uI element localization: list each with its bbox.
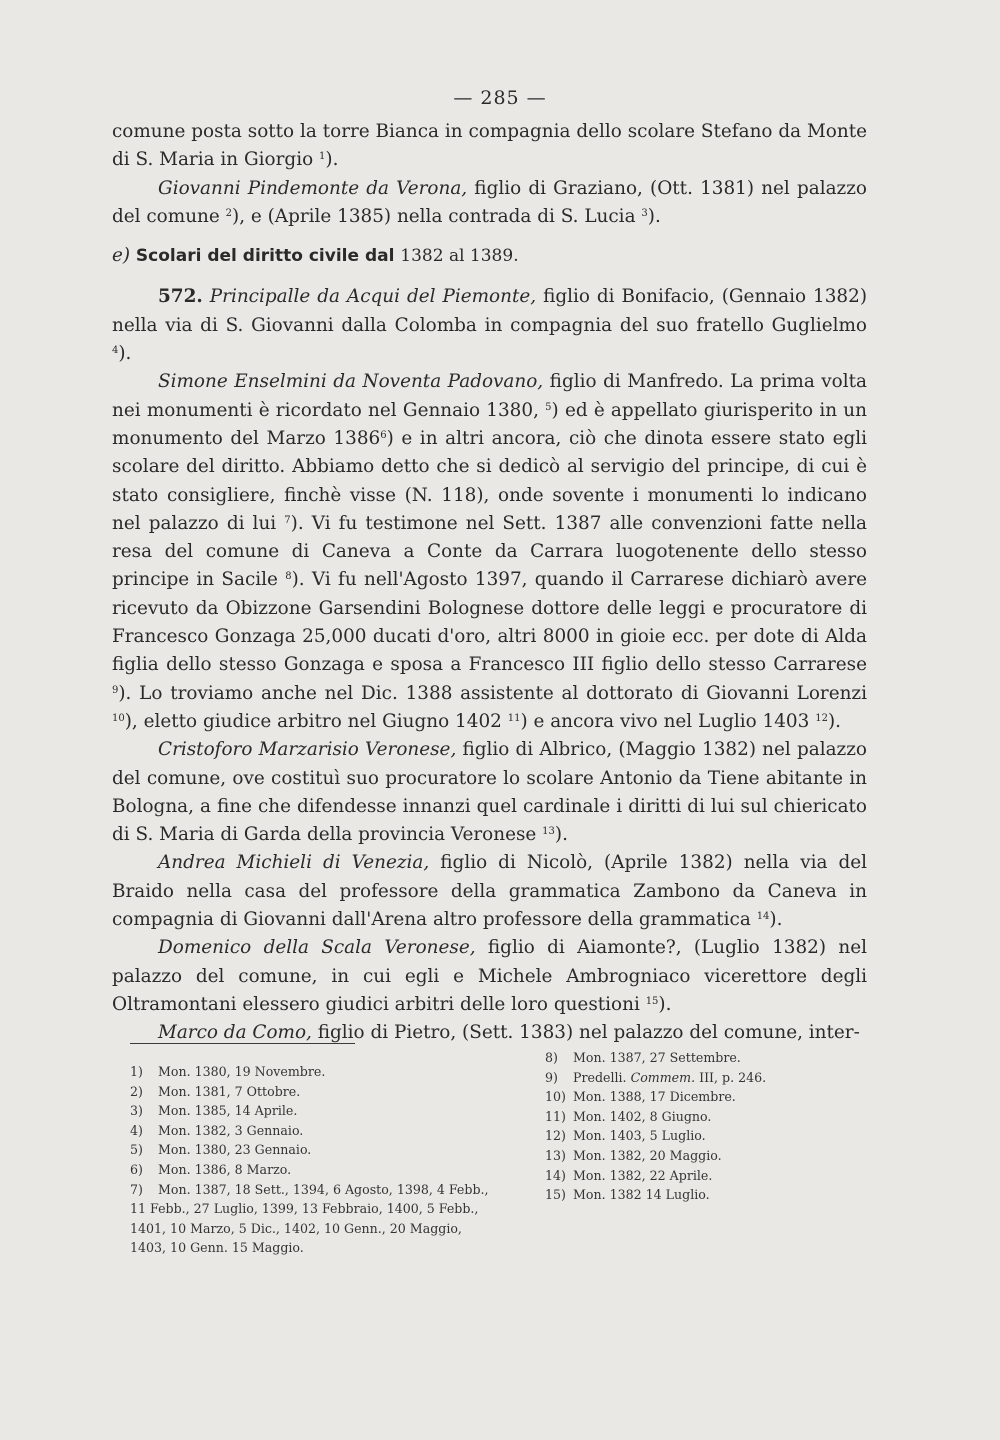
- footnotes-left: [130, 1062, 495, 1258]
- footnote: 5) Mon. 1380, 23 Gennaio.: [130, 1142, 312, 1158]
- person-name: Domenico della Scala Veronese,: [158, 937, 476, 959]
- paragraph-2: Giovanni Pindemonte da Verona, figlio di Graziano, (Ott. 1381) nel palazzo del comune $^2$), e (Aprile 1385) nella contrada di S. Lucia $^3$).: [112, 177, 867, 227]
- paragraph-7: Domenico della Scala Veronese, figlio di Aiamonte?, (Luglio 1382) nel palazzo del comune, in cui egli e Michele Ambrogniaco vicerettore degli Oltramontani elessero giudici arbitri delle loro questioni $^{15}$).: [112, 937, 867, 1015]
- paragraph-5: Cristoforo Marzarisio Veronese, figlio di Albrico, (Maggio 1382) nel palazzo del comune, ove costituì suo procuratore lo scolare Antonio da Tiene abitante in Bologna, a fine che difendesse innanzi quel cardinale i diritti di lui sul chiericato di S. Maria di Garda della provincia Veronese $^{13}$).: [112, 739, 867, 846]
- footnote: 13) Mon. 1382, 20 Maggio.: [545, 1147, 722, 1163]
- person-name: Giovanni Pindemonte da Verona,: [158, 177, 468, 199]
- footnote: 9) Predelli. Commem. III, p. 246.: [545, 1069, 767, 1085]
- footnote: 4) Mon. 1382, 3 Gennaio.: [130, 1122, 304, 1138]
- paragraph-3: 572. Principalle da Acqui del Piemonte, figlio di Bonifacio, (Gennaio 1382) nella via di S. Giovanni dalla Colomba in compagnia del suo fratello Guglielmo $^4$).: [112, 286, 867, 365]
- footnote: 11) Mon. 1402, 8 Giugno.: [545, 1108, 712, 1124]
- section-heading: e) Scolari del diritto civile dal 1382 al 1389.: [112, 245, 519, 267]
- footnote: 14) Mon. 1382, 22 Aprile.: [545, 1167, 713, 1183]
- entry-number: 572.: [158, 286, 203, 308]
- footnote: 10) Mon. 1388, 17 Dicembre.: [545, 1089, 736, 1105]
- person-name: Principalle da Acqui del Piemonte,: [209, 286, 537, 308]
- body-text: [112, 118, 867, 1048]
- paragraph-4: Simone Enselmini da Noventa Padovano, figlio di Manfredo. La prima volta nei monumenti è ricordato nel Gennaio 1380, $^5$) ed è appellato giurisperito in un monumento del Marzo 1386$^6$) e in altri ancora, ciò che dinota essere stato egli scolare del diritto. Abbiamo detto che si dedicò al servigio del principe, di cui è stato consigliere, finchè visse (N. 118), onde sovente i monumenti lo indicano nel palazzo di lui $^7$). Vi fu testimone nel Sett. 1387 alle convenzioni fatte nella resa del comune di Caneva a Conte da Carrara luogotenente dello stesso principe in Sacile $^8$). Vi fu nell'Agosto 1397, quando il Carrarese dichiarò avere ricevuto da Obizzone Garsendini Bolognese dottore delle leggi e procuratore di Francesco Gonzaga 25,000 ducati d'oro, altri 8000 in gioie ecc. per dote di Alda figlia dello stesso Gonzaga e sposa a Francesco III figlio dello stesso Carrarese $^9$). Lo troviamo anche nel Dic. 1388 assistente al dottorato di Giovanni Lorenzi $^{10}$), eletto giudice arbitro nel Giugno 1402 $^{11}$) e ancora vivo nel Luglio 1403 $^{12}$).: [112, 371, 867, 732]
- paragraph-8: Marco da Como, figlio di Pietro, (Sett. 1383) nel palazzo del comune, inter-: [158, 1022, 860, 1044]
- person-name: Marco da Como,: [158, 1022, 312, 1044]
- paragraph-1: comune posta sotto la torre Bianca in compagnia dello scolare Stefano da Monte di S. Maria in Giorgio $^1$).: [112, 121, 867, 171]
- footnote: 2) Mon. 1381, 7 Ottobre.: [130, 1083, 301, 1099]
- footnote: 15) Mon. 1382 14 Luglio.: [545, 1187, 710, 1203]
- footnote: 12) Mon. 1403, 5 Luglio.: [545, 1128, 706, 1144]
- paragraph-6: Andrea Michieli di Venezia, figlio di Nicolò, (Aprile 1382) nella via del Braido nella casa del professore della grammatica Zambono da Caneva in compagnia di Giovanni dall'Arena altro professore della grammatica $^{14}$).: [112, 852, 867, 931]
- footnote: 7) Mon. 1387, 18 Sett., 1394, 6 Agosto, 1398, 4 Febb., 11 Febb., 27 Luglio, 1399, 13 Febbraio, 1400, 5 Febb., 1401, 10 Marzo, 5 Dic., 1402, 10 Genn., 20 Maggio, 1403, 10 Genn. 15 Maggio.: [130, 1181, 489, 1256]
- person-name: Simone Enselmini da Noventa Padovano,: [158, 371, 544, 393]
- footnote: 6) Mon. 1386, 8 Marzo.: [130, 1161, 292, 1177]
- footnote-divider: [130, 1043, 355, 1044]
- footnote: 3) Mon. 1385, 14 Aprile.: [130, 1103, 298, 1119]
- footnote: 8) Mon. 1387, 27 Settembre.: [545, 1050, 741, 1065]
- page-number: — 285 —: [453, 87, 547, 109]
- footnote: 1) Mon. 1380, 19 Novembre.: [130, 1064, 326, 1079]
- footnotes-right: [545, 1048, 875, 1205]
- person-name: Cristoforo Marzarisio Veronese,: [158, 739, 457, 761]
- person-name: Andrea Michieli di Venezia,: [158, 852, 430, 874]
